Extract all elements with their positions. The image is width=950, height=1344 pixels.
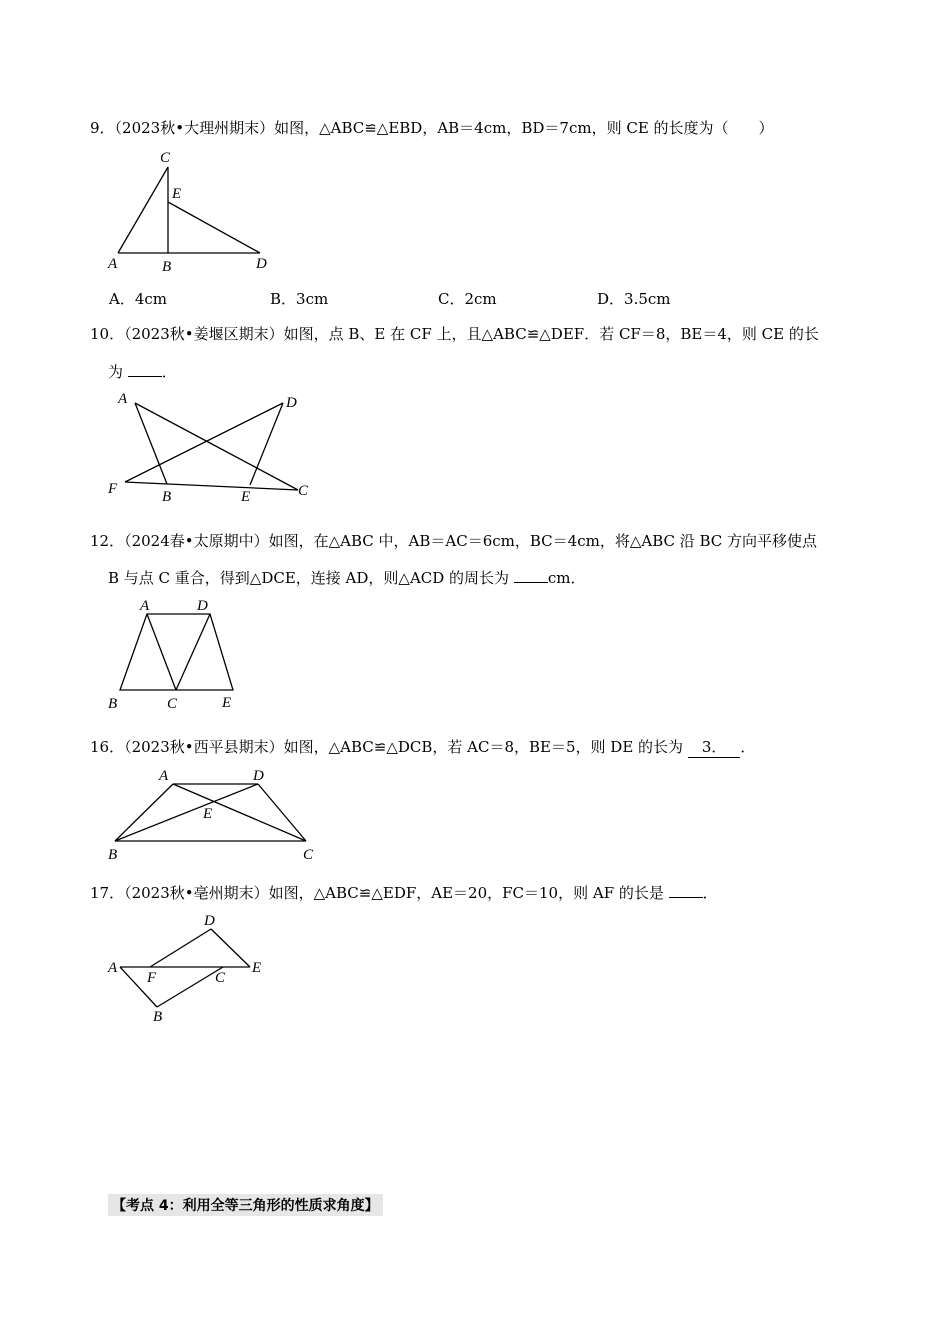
- svg-text:A: A: [118, 391, 128, 407]
- q17-answer-blank: [669, 883, 703, 898]
- q17-stem: 17．（2023秋•亳州期末）如图，△ABC≌△EDF，AE＝20，FC＝10，则 AF 的长是 ．: [90, 884, 718, 902]
- svg-text:E: E: [172, 186, 182, 202]
- svg-text:F: F: [108, 481, 118, 497]
- section-header: 【考点 4：利用全等三角形的性质求角度】: [108, 1194, 383, 1216]
- q12-stem-line1: 12．（2024春•太原期中）如图，在△ABC 中，AB＝AC＝6cm，BC＝4cm，将△ABC 沿 BC 方向平移使点: [90, 532, 818, 550]
- svg-text:E: E: [203, 806, 213, 822]
- q16-stem: 16．（2023秋•西平县期末）如图，△ABC≌△DCB，若 AC＝8，BE＝5，则 DE 的长为 3． ．: [90, 738, 756, 756]
- q10-figure: [100, 385, 330, 510]
- svg-text:D: D: [286, 395, 297, 411]
- q16-figure: [100, 763, 330, 863]
- svg-text:D: D: [197, 598, 208, 614]
- q9-choice-b: B．3cm: [270, 290, 329, 308]
- svg-text:C: C: [298, 483, 309, 499]
- q9-stem: 9．（2023秋•大理州期末）如图，△ABC≌△EBD，AB＝4cm，BD＝7cm，则 CE 的长度为（ ）: [90, 119, 774, 137]
- svg-text:E: E: [241, 489, 251, 505]
- svg-text:E: E: [222, 695, 232, 711]
- q16-answer: 3．: [688, 737, 741, 758]
- q17-figure: [100, 908, 280, 1028]
- q9-choice-c: C．2cm: [438, 290, 497, 308]
- svg-text:C: C: [167, 696, 178, 712]
- svg-text:A: A: [140, 598, 150, 614]
- q12-stem-line2: B 与点 C 重合，得到△DCE，连接 AD，则△ACD 的周长为 cm．: [108, 569, 586, 587]
- svg-text:D: D: [204, 913, 215, 929]
- q12-figure: [100, 595, 260, 715]
- q9-figure: [100, 140, 290, 275]
- svg-text:B: B: [153, 1009, 163, 1025]
- q10-stem-line2: 为 ．: [108, 363, 177, 381]
- q9-choice-a: A．4cm: [109, 290, 168, 308]
- svg-text:B: B: [162, 259, 172, 275]
- q10-stem-line1: 10．（2023秋•姜堰区期末）如图，点 B、E 在 CF 上，且△ABC≌△DEF．若 CF＝8，BE＝4，则 CE 的长: [90, 325, 819, 343]
- svg-text:A: A: [159, 768, 169, 784]
- svg-text:B: B: [108, 696, 118, 712]
- q9-choice-d: D．3.5cm: [597, 290, 671, 308]
- q12-answer-blank: [514, 568, 548, 583]
- svg-text:A: A: [108, 960, 118, 976]
- svg-text:C: C: [160, 150, 171, 166]
- svg-text:D: D: [253, 768, 264, 784]
- svg-text:C: C: [303, 847, 314, 863]
- svg-text:F: F: [147, 970, 157, 986]
- svg-text:C: C: [215, 970, 226, 986]
- svg-text:B: B: [108, 847, 118, 863]
- svg-text:E: E: [252, 960, 262, 976]
- svg-text:A: A: [108, 256, 118, 272]
- svg-text:B: B: [162, 489, 172, 505]
- q10-answer-blank: [128, 362, 162, 377]
- svg-text:D: D: [256, 256, 267, 272]
